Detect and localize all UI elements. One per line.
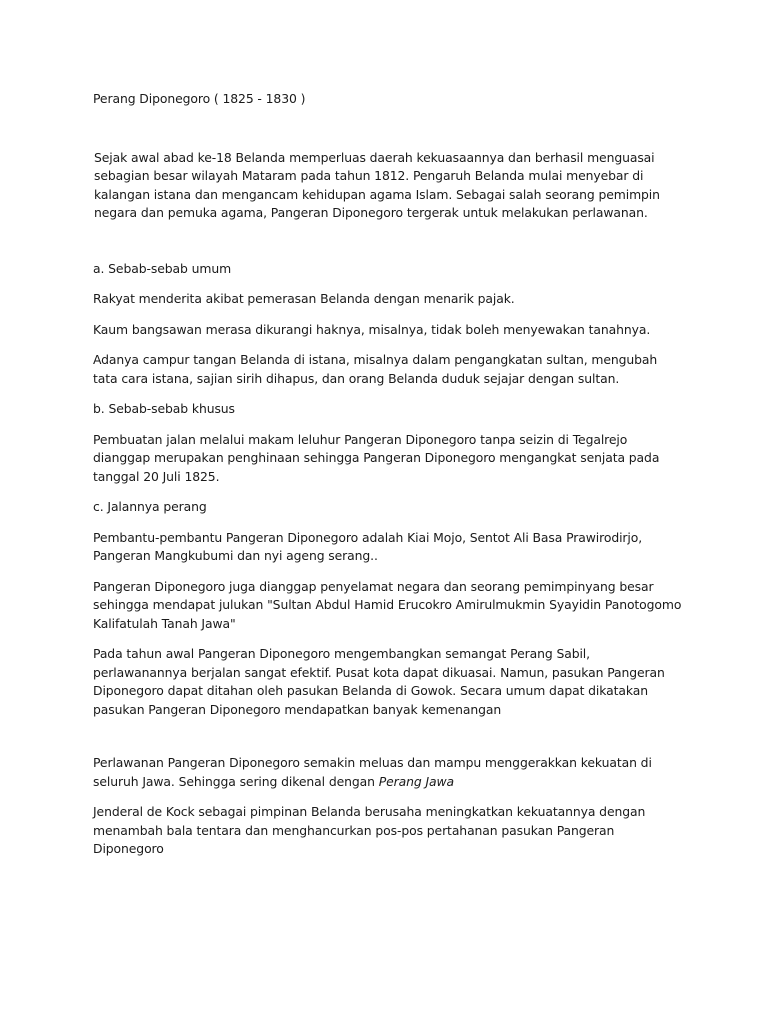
- section-c-paragraph-4: [93, 754, 683, 791]
- section-a-paragraph-2: Kaum bangsawan merasa dikurangi haknya, misalnya, tidak boleh menyewakan tanahnya.: [93, 321, 651, 337]
- section-b-paragraph-1: Pembuatan jalan melalui makam leluhur Pangeran Diponegoro tanpa seizin di Tegalrejo dianggap merupakan penghinaan sehingga Pangeran Diponegoro mengangkat senjata pada tanggal 20 Juli 1825.: [93, 431, 660, 484]
- section-c-paragraph-2: Pangeran Diponegoro juga dianggap penyelamat negara dan seorang pemimpinyang besar sehingga mendapat julukan "Sultan Abdul Hamid Erucokro Amirulmukmin Syayidin Panotogomo Kalifatulah Tanah Jawa": [93, 578, 682, 631]
- section-a-paragraph-1: Rakyat menderita akibat pemerasan Belanda dengan menarik pajak.: [93, 291, 515, 306]
- section-b-heading: b. Sebab-sebab khusus: [93, 401, 235, 416]
- document-title: Perang Diponegoro ( 1825 - 1830 ): [93, 91, 306, 106]
- perang-jawa-italic: Perang Jawa: [378, 773, 455, 789]
- section-c-paragraph-1: Pembantu-pembantu Pangeran Diponegoro adalah Kiai Mojo, Sentot Ali Basa Prawirodirjo, Pangeran Mangkubumi dan nyi ageng serang..: [93, 529, 643, 563]
- section-a-paragraph-3: Adanya campur tangan Belanda di istana, misalnya dalam pengangkatan sultan, mengubah tata cara istana, sajian sirih dihapus, dan orang Belanda duduk sejajar dengan sultan.: [93, 352, 658, 386]
- section-c-heading: c. Jalannya perang: [93, 499, 207, 514]
- section-c-paragraph-3: Pada tahun awal Pangeran Diponegoro mengembangkan semangat Perang Sabil, perlawanannya berjalan sangat efektif. Pusat kota dapat dikuasai. Namun, pasukan Pangeran Diponegoro dapat ditahan oleh pasukan Belanda di Gowok. Secara umum dapat dikatakan pasukan Pangeran Diponegoro mendapatkan banyak kemenangan: [93, 646, 665, 717]
- section-c-paragraph-5: Jenderal de Kock sebagai pimpinan Belanda berusaha meningkatkan kekuatannya dengan menambah bala tentara dan menghancurkan pos-pos pertahanan pasukan Pangeran Diponegoro: [93, 804, 646, 856]
- document-body: [93, 90, 683, 859]
- intro-paragraph: Sejak awal abad ke-18 Belanda memperluas daerah kekuasaannya dan berhasil menguasai sebagian besar wilayah Mataram pada tahun 1812. Pengaruh Belanda mulai menyebar di kalangan istana dan mengancam kehidupan agama Islam. Sebagai salah seorang pemimpin negara dan pemuka agama, Pangeran Diponegoro tergerak untuk melakukan perlawanan.: [94, 149, 660, 220]
- spread-text: Perlawanan Pangeran Diponegoro semakin meluas dan mampu menggerakkan kekuatan di seluruh Jawa. Sehingga sering dikenal dengan: [93, 755, 652, 789]
- section-a-heading: a. Sebab-sebab umum: [93, 260, 232, 276]
